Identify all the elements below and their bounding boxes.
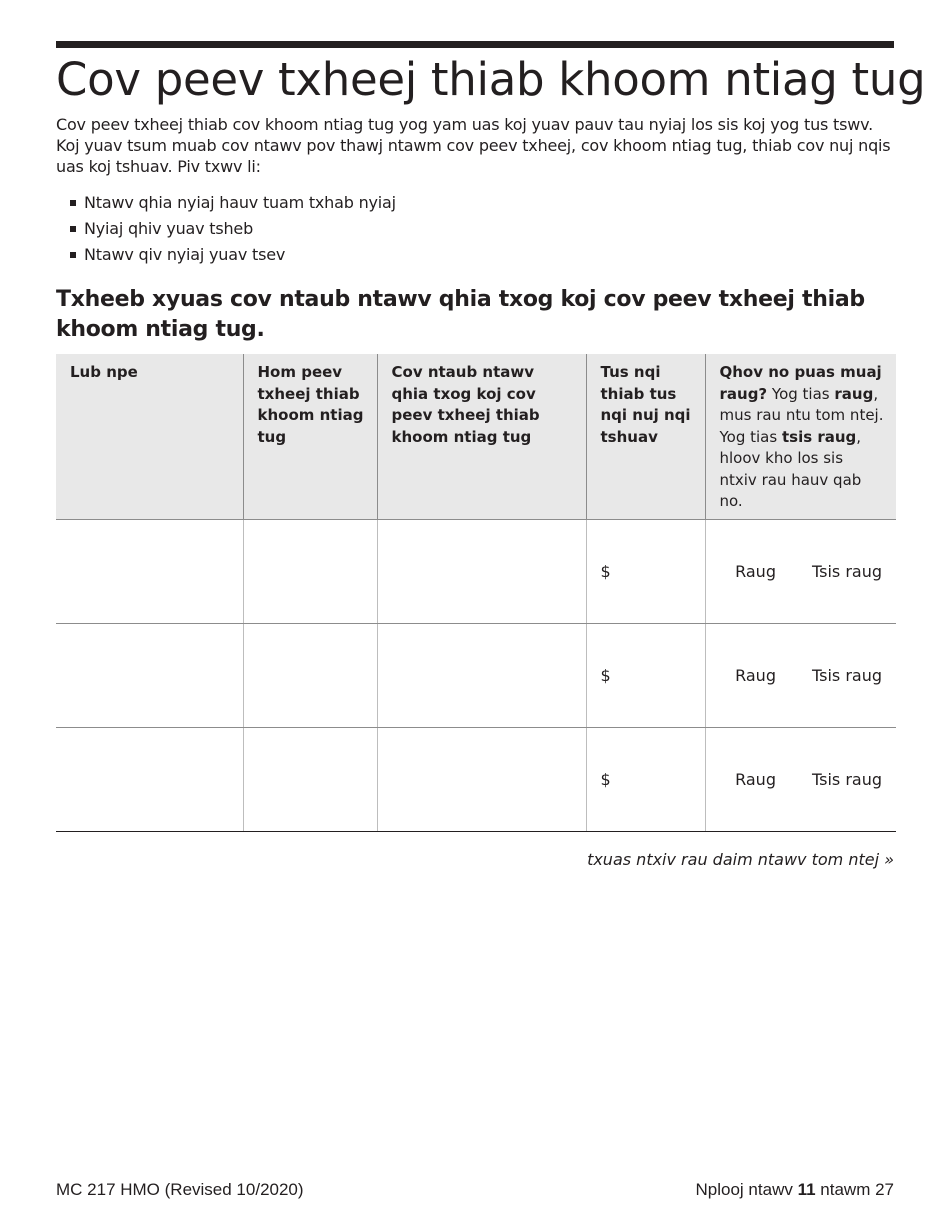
intro-paragraph: Cov peev txheej thiab cov khoom ntiag tug yog yam uas koj yuav pauv tau nyiaj los sis koj yog tus tswv. Koj yuav tsum muab cov ntawv pov thawj ntawm cov peev txheej, cov khoom ntiag tug, thiab cov nuj nqis uas koj tshuav. Piv txwv li: [56,115,891,176]
header-value-debt: Tus nqi thiab tus nqi nuj nqi tshuav [586,354,705,519]
table-row [56,623,896,727]
header-name: Lub npe [56,354,243,519]
value-cell[interactable] [586,623,705,727]
list-item: Ntawv qiv nyiaj yuav tsev [70,242,396,268]
correct-cell [705,727,896,831]
option-correct[interactable]: Raug [735,665,776,685]
value-cell[interactable] [586,727,705,831]
currency-symbol: $ [600,769,611,789]
option-correct[interactable]: Raug [735,561,776,581]
currency-symbol: $ [600,561,611,581]
top-rule [56,41,894,48]
option-not-correct[interactable]: Tsis raug [811,769,882,789]
table-row [56,519,896,623]
page-number: 11 [797,1180,816,1199]
continue-note: txuas ntxiv rau daim ntawv tom ntej » [587,850,894,869]
header-is-correct: Qhov no puas muaj raug? Yog tias raug, mus rau ntu tom ntej. Yog tias tsis raug, hloov kho los sis ntxiv rau hauv qab no. [705,354,896,519]
form-id: MC 217 HMO (Revised 10/2020) [56,1180,304,1199]
header-asset-type: Hom peev txheej thiab khoom ntiag tug [243,354,377,519]
list-item: Nyiaj qhiv yuav tsheb [70,216,396,242]
asset-type-cell[interactable] [243,519,377,623]
asset-type-cell[interactable] [243,727,377,831]
asset-info-cell[interactable] [377,623,586,727]
option-not-correct[interactable]: Tsis raug [811,665,882,685]
header-asset-info: Cov ntaub ntawv qhia txog koj cov peev txheej thiab khoom ntiag tug [377,354,586,519]
page-indicator: Nplooj ntawv 11 ntawm 27 [695,1180,894,1199]
bullet-icon [70,200,76,206]
value-cell[interactable] [586,519,705,623]
list-item: Ntawv qhia nyiaj hauv tuam txhab nyiaj [70,190,396,216]
name-cell[interactable] [56,519,243,623]
currency-symbol: $ [600,665,611,685]
asset-info-cell[interactable] [377,727,586,831]
option-correct[interactable]: Raug [735,769,776,789]
bullet-icon [70,226,76,232]
table-row [56,727,896,831]
bullet-icon [70,252,76,258]
correct-cell [705,623,896,727]
asset-type-cell[interactable] [243,623,377,727]
page-title: Cov peev txheej thiab khoom ntiag tug [56,53,926,106]
correct-cell [705,519,896,623]
name-cell[interactable] [56,727,243,831]
option-not-correct[interactable]: Tsis raug [811,561,882,581]
examples-list [70,190,396,268]
section-heading: Txheeb xyuas cov ntaub ntawv qhia txog koj cov peev txheej thiab khoom ntiag tug. [56,287,865,342]
name-cell[interactable] [56,623,243,727]
assets-table [56,354,896,832]
asset-info-cell[interactable] [377,519,586,623]
table-header-row [56,354,896,519]
